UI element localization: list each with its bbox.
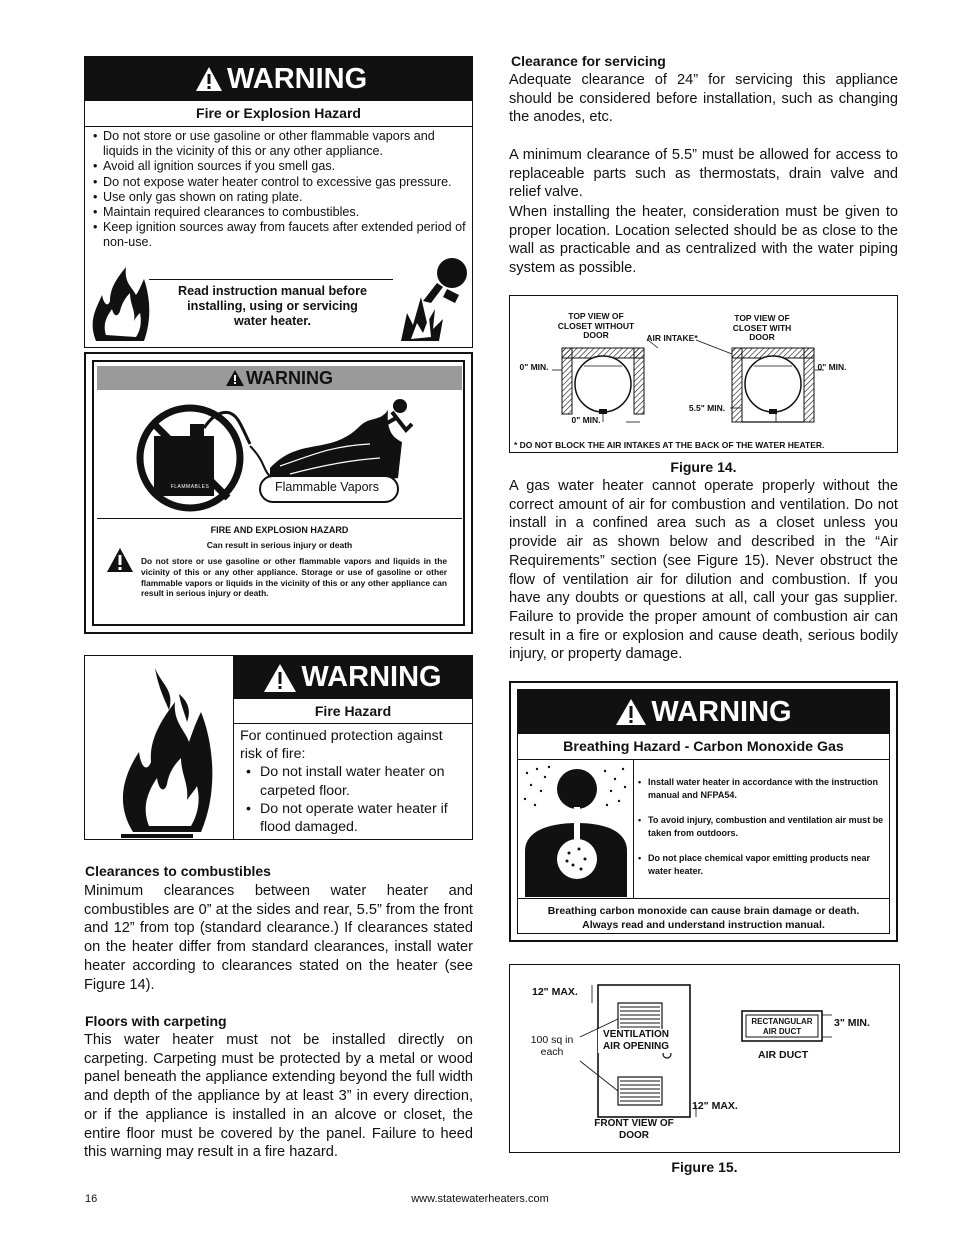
warning-body: [233, 724, 472, 839]
warning-subtitle: Fire Hazard: [233, 699, 472, 724]
label-top-right: TOP VIEW OF CLOSET WITH DOOR: [732, 313, 792, 342]
figure-14-diagram: [509, 295, 898, 453]
label-zero-bottom: 0" MIN.: [571, 415, 601, 425]
warning-triangle-icon: [226, 370, 244, 386]
label-3min: 3" MIN.: [834, 1017, 870, 1029]
divider: [149, 279, 393, 280]
list-item: • Do not store or use gasoline or other flammable vapors and liquids in the vicinity of this or any other appliance.: [93, 129, 468, 159]
list-item: • To avoid injury, combustion and ventilation air must be taken from outdoors.: [638, 814, 889, 840]
warning-banner: [85, 57, 472, 101]
label-five-point-five: 5.5" MIN.: [688, 403, 726, 413]
warning-bullet-list: [240, 763, 466, 836]
warning-banner: [233, 656, 472, 699]
warning-title: WARNING: [301, 661, 442, 693]
label-zero-right: 0" MIN.: [817, 362, 847, 372]
manual-note-line: Read instruction manual before: [178, 284, 367, 298]
warning-triangle-icon: [263, 663, 297, 693]
divider: [97, 518, 462, 519]
servicing-p1: Adequate clearance of 24” for servicing this appliance should be considered before installation, such as changing the anodes, etc.: [509, 72, 898, 126]
air-requirements-text: A gas water heater cannot operate properly without the correct amount of air for combustion and ventilation. Do not install in a confined area such as a closet unless you provide air as shown below and described in the “Air Requirements” section (see Figure 15). Never obstruct the flow of ventilation air for dilution and combustion. If you have any doubts or questions at all, call your gas supplier. Failure to provide the proper amount of combustion air can result in a fire or explosion and cause death, serious bodily injury, or property damage.: [509, 478, 898, 663]
flammables-can-label: FLAMMABLES: [170, 484, 210, 490]
flammable-vapors-warning-panel: [84, 352, 473, 634]
figure-15-diagram: [509, 964, 900, 1153]
hazard-title: FIRE AND EXPLOSION HAZARD: [210, 525, 349, 535]
warning-triangle-icon: [615, 698, 647, 726]
label-air-intake: AIR INTAKE*: [646, 333, 698, 343]
servicing-p2: A minimum clearance of 5.5” must be allowed for access to replaceable parts such as thermostats, drain valve and relief valve.: [509, 147, 898, 201]
warning-triangle-icon: [195, 66, 223, 92]
label-rectangular-duct: RECTANGULAR AIR DUCT: [751, 1017, 813, 1036]
explosion-person-icon: [397, 253, 475, 345]
warning-footer: [518, 898, 889, 932]
label-air-duct: AIR DUCT: [758, 1049, 809, 1061]
carbon-monoxide-warning-panel: [509, 681, 898, 942]
warning-banner: [97, 366, 462, 390]
list-item: • Maintain required clearances to combustibles.: [93, 205, 468, 220]
warning-subtitle: Breathing Hazard - Carbon Monoxide Gas: [518, 734, 889, 760]
list-item: • Do not place chemical vapor emitting products near water heater.: [638, 852, 889, 878]
list-item: • Do not expose water heater control to excessive gas pressure.: [93, 175, 468, 190]
co-breathing-person-icon: [519, 761, 633, 897]
figure-14-footnote: * DO NOT BLOCK THE AIR INTAKES AT THE BACK OF THE WATER HEATER.: [514, 440, 825, 450]
warning-subtitle: Fire or Explosion Hazard: [85, 101, 472, 127]
figure-15-caption: Figure 15.: [671, 1159, 738, 1175]
warning-title: WARNING: [246, 367, 333, 388]
fire-explosion-warning-panel: [84, 56, 473, 348]
hazard-subtitle: Can result in serious injury or death: [206, 540, 353, 550]
list-item: • Do not install water heater on carpeted floor.: [246, 763, 466, 799]
warning-title: WARNING: [651, 695, 792, 728]
floors-heading: Floors with carpeting: [85, 1013, 227, 1029]
fire-hazard-warning-panel: [84, 655, 473, 840]
warning-bullet-list: [638, 776, 889, 878]
label-100-sq-in: 100 sq in each: [530, 1034, 574, 1058]
label-zero-left: 0" MIN.: [519, 362, 549, 372]
warning-triangle-icon: [106, 547, 134, 573]
label-vent-opening: VENTILATION AIR OPENING: [598, 1029, 674, 1053]
flame-icon: [88, 265, 152, 343]
label-12max-top: 12" MAX.: [532, 986, 578, 998]
warning-bullet-box: [633, 760, 889, 898]
warning-footer-line: Breathing carbon monoxide can cause brain damage or death.: [547, 905, 860, 917]
warning-banner: [518, 690, 889, 734]
clearances-text: Minimum clearances between water heater and combustibles are 0” at the sides and rear, 5.5” from the front and 12” from top (standard clearance.) If clearances stated on the heater differ from standard clearances, install water heater according to clearances stated on the heater (see Figure 14).: [84, 883, 473, 993]
servicing-p3: When installing the heater, consideration must be given to proper location. Location selected should be as close to the wall as practicable and as centralized with the water piping system as possible.: [509, 204, 898, 277]
list-item: • Keep ignition sources away from faucets after extended period of non-use.: [93, 220, 468, 250]
clearances-heading: Clearances to combustibles: [85, 863, 271, 879]
manual-note: [155, 284, 390, 329]
manual-note-line: installing, using or servicing: [187, 299, 358, 313]
label-12max-bottom: 12" MAX.: [692, 1100, 738, 1112]
list-item: • Use only gas shown on rating plate.: [93, 190, 468, 205]
list-item: • Install water heater in accordance with the instruction manual and NFPA54.: [638, 776, 889, 802]
page-number: 16: [85, 1193, 98, 1205]
vapors-label: Flammable Vapors: [275, 480, 379, 494]
warning-bullet-list: [93, 129, 468, 251]
warning-footer-line: Always read and understand instruction manual.: [582, 919, 825, 931]
hazard-text: Do not store or use gasoline or other flammable vapors and liquids in the vicinity of this or any other appliance. Storage or use of gasoline or other flammable vapors or liquids in the vicinity of this or any other appliance can result in serious injury or death.: [141, 556, 447, 599]
list-item: • Do not operate water heater if flood damaged.: [246, 800, 466, 836]
flame-icon: [105, 660, 225, 840]
servicing-heading: Clearance for servicing: [511, 53, 666, 69]
warning-title: WARNING: [227, 62, 368, 95]
list-item: • Avoid all ignition sources if you smell gas.: [93, 159, 468, 174]
label-top-left: TOP VIEW OF CLOSET WITHOUT DOOR: [557, 311, 635, 340]
figure-14-caption: Figure 14.: [670, 459, 737, 475]
floors-text: This water heater must not be installed directly on carpeting. Carpeting must be protected by a metal or wood panel beneath the appliance extending beyond the full width and depth of the appliance by at least 3” in every direction, or if the appliance is installed in an alcove or closet, the entire floor must be covered by the panel. Failure to heed this warning may result in a fire hazard.: [84, 1032, 473, 1161]
footer-url: www.statewaterheaters.com: [411, 1193, 549, 1205]
warning-intro: For continued protection against risk of fire:: [240, 728, 443, 763]
manual-note-line: water heater.: [233, 314, 311, 328]
label-front-view: FRONT VIEW OF DOOR: [594, 1118, 674, 1141]
